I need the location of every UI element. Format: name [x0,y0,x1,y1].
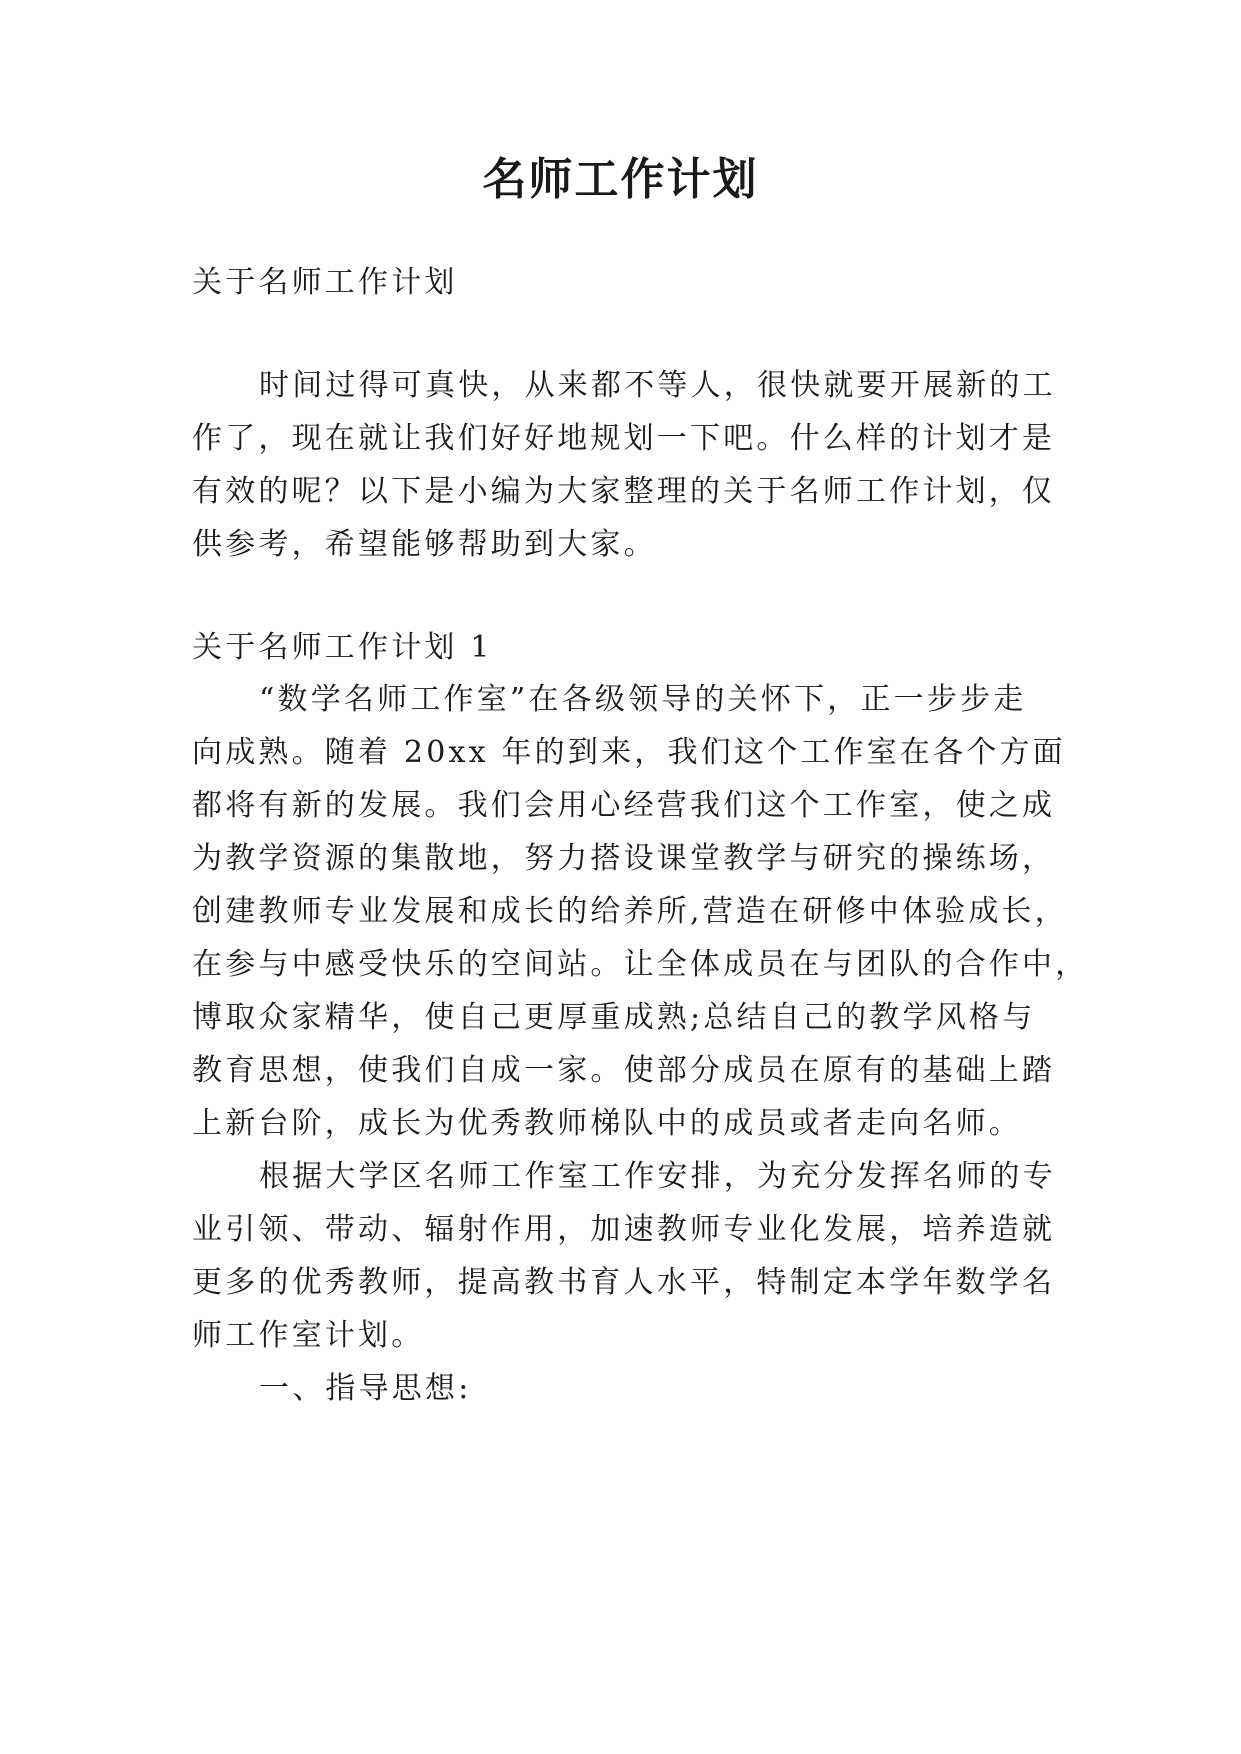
paragraph2-line: 根据大学区名师工作室工作安排，为充分发挥名师的专 [259,1159,1056,1194]
paragraph1-line: 都将有新的发展。我们会用心经营我们这个工作室，使之成 [192,788,1056,823]
intro-line: 作了，现在就让我们好好地规划一下吧。什么样的计划才是 [192,421,1056,456]
paragraph1-line: “数学名师工作室”在各级领导的关怀下，正一步步走 [259,682,1027,717]
paragraph2-line: 业引领、带动、辐射作用，加速教师专业化发展，培养造就 [192,1212,1056,1247]
paragraph2-line: 更多的优秀教师，提高教书育人水平，特制定本学年数学名 [192,1265,1056,1300]
intro-line: 供参考，希望能够帮助到大家。 [192,527,657,562]
document-subtitle: 关于名师工作计划 [192,265,458,300]
list-heading: 一、指导思想: [259,1371,472,1406]
paragraph1-line: 博取众家精华，使自己更厚重成熟;总结自己的教学风格与 [192,1000,1036,1035]
paragraph1-line: 向成熟。随着 20xx 年的到来，我们这个工作室在各个方面 [192,735,1066,770]
intro-line: 时间过得可真快，从来都不等人，很快就要开展新的工 [259,368,1056,403]
paragraph1-line: 上新台阶，成长为优秀教师梯队中的成员或者走向名师。 [192,1106,1022,1141]
document-title: 名师工作计划 [482,154,759,205]
section-heading: 关于名师工作计划 1 [192,630,493,665]
intro-line: 有效的呢？以下是小编为大家整理的关于名师工作计划，仅 [192,474,1056,509]
paragraph1-line: 教育思想，使我们自成一家。使部分成员在原有的基础上踏 [192,1053,1056,1088]
paragraph1-line: 创建教师专业发展和成长的给养所,营造在研修中体验成长， [192,894,1068,929]
paragraph1-line: 在参与中感受快乐的空间站。让全体成员在与团队的合作中， [192,947,1089,982]
paragraph2-line: 师工作室计划。 [192,1318,425,1353]
paragraph1-line: 为教学资源的集散地，努力搭设课堂教学与研究的操练场， [192,841,1056,876]
